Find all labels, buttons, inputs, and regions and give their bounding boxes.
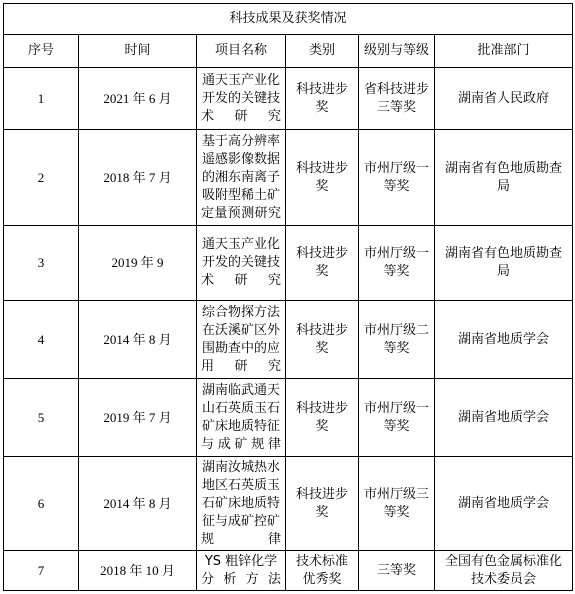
cell-dept: 湖南省地质学会 [435,301,573,379]
cell-type: 科技进步奖 [286,68,359,130]
cell-level: 市州厅级一等奖 [359,379,435,457]
cell-dept: 湖南省有色地质勘查局 [435,226,573,301]
cell-no: 2 [4,130,79,226]
cell-no: 4 [4,301,79,379]
header-type: 类别 [286,35,359,68]
header-dept: 批准部门 [435,35,573,68]
cell-level: 市州厅级三等奖 [359,457,435,551]
header-time: 时间 [79,35,197,68]
cell-level: 市州厅级一等奖 [359,226,435,301]
cell-time: 2014 年 8 月 [79,457,197,551]
cell-dept: 全国有色金属标准化技术委员会 [435,551,573,591]
table-row [4,457,573,551]
table-row [4,226,573,301]
cell-name: 基于高分辨率遥感影像数据的湘东南离子吸附型稀土矿定量预测研究 [197,130,286,226]
cell-name: YS 粗锌化学分析方法 [197,551,286,591]
cell-no: 3 [4,226,79,301]
cell-level: 省科技进步三等奖 [359,68,435,130]
cell-type: 技术标准优秀奖 [286,551,359,591]
awards-table [3,3,573,591]
cell-time: 2014 年 8 月 [79,301,197,379]
table-title: 科技成果及获奖情况 [4,4,573,35]
cell-no: 6 [4,457,79,551]
cell-name: 通天玉产业化开发的关键技术研究 [197,226,286,301]
cell-no: 5 [4,379,79,457]
table-row [4,68,573,130]
header-row [4,35,573,68]
cell-no: 1 [4,68,79,130]
cell-time: 2019 年 7 月 [79,379,197,457]
cell-type: 科技进步奖 [286,301,359,379]
cell-no: 7 [4,551,79,591]
cell-dept: 湖南省地质学会 [435,457,573,551]
cell-time: 2019 年 9 [79,226,197,301]
cell-type: 科技进步奖 [286,130,359,226]
cell-dept: 湖南省地质学会 [435,379,573,457]
table-row [4,301,573,379]
table-row [4,130,573,226]
cell-type: 科技进步奖 [286,226,359,301]
header-name: 项目名称 [197,35,286,68]
title-row [4,4,573,35]
cell-time: 2018 年 10 月 [79,551,197,591]
cell-name: 湖南临武通天山石英质玉石矿床地质特征与成矿规律 [197,379,286,457]
cell-dept: 湖南省有色地质勘查局 [435,130,573,226]
cell-type: 科技进步奖 [286,457,359,551]
cell-name: 通天玉产业化开发的关键技术研究 [197,68,286,130]
cell-dept: 湖南省人民政府 [435,68,573,130]
header-no: 序号 [4,35,79,68]
cell-level: 三等奖 [359,551,435,591]
cell-time: 2018 年 7 月 [79,130,197,226]
cell-type: 科技进步奖 [286,379,359,457]
table-row [4,379,573,457]
cell-name: 综合物探方法在沃溪矿区外围勘查中的应用研究 [197,301,286,379]
cell-name: 湖南汝城热水地区石英质玉石矿床地质特征与成矿控矿规律 [197,457,286,551]
table-row [4,551,573,591]
cell-level: 市州厅级一等奖 [359,130,435,226]
header-level: 级别与等级 [359,35,435,68]
cell-level: 市州厅级二等奖 [359,301,435,379]
cell-time: 2021 年 6 月 [79,68,197,130]
